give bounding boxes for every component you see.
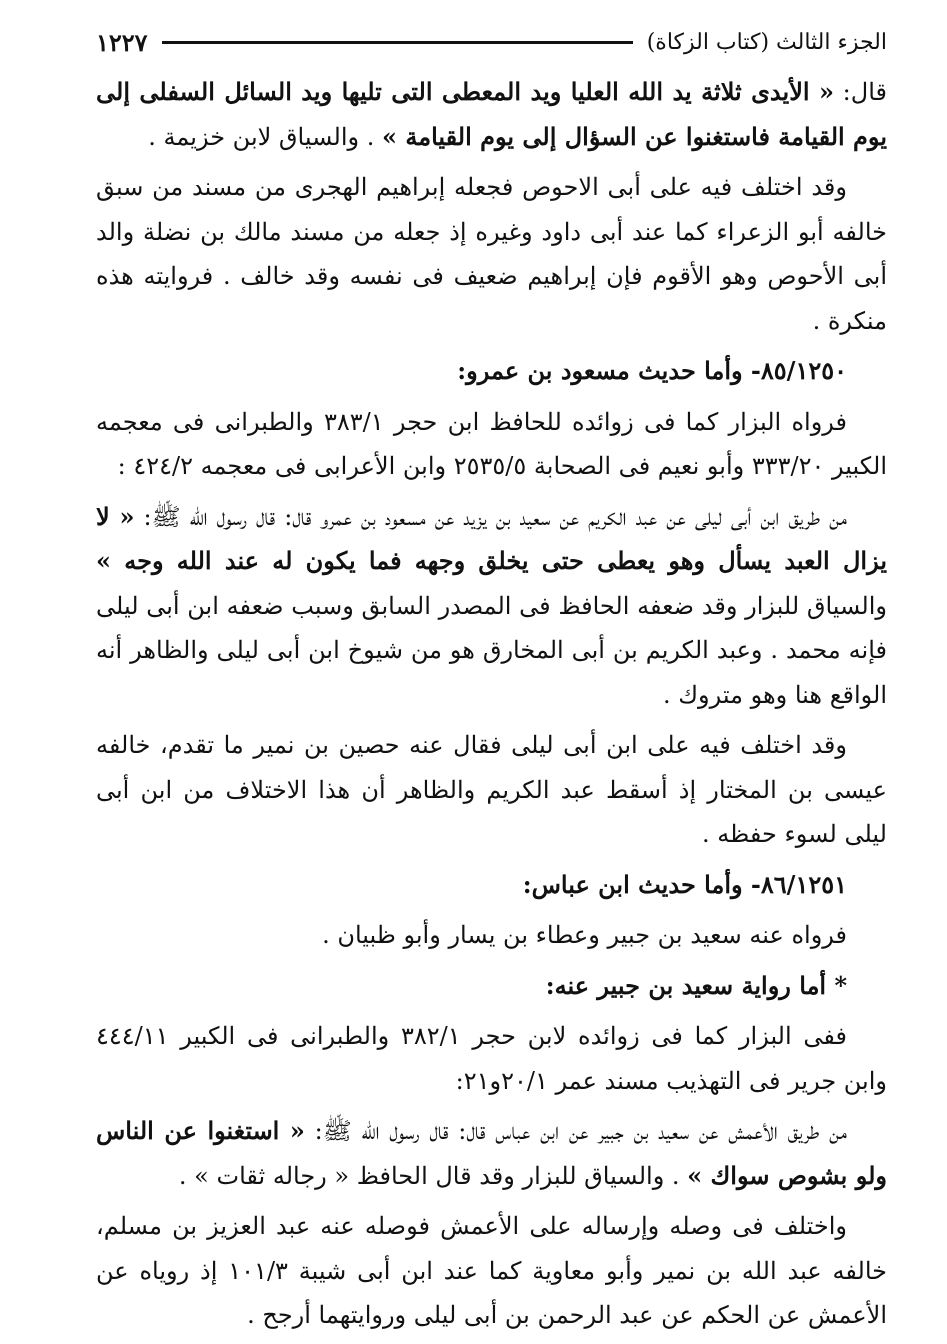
hadith-quote-2: « لا يزال العبد يسأل وهو يعطى حتى يخلق وجهه فما يكون له عند الله وجه » (96, 501, 887, 575)
paragraph-4-tail: والسياق للبزار وقد ضعفه الحافظ فى المصدر السابق وسبب ضعفه ابن أبى ليلى فإنه محمد . وعبد الكريم بن أبى المخارق هو من شيوخ ابن أبى ليلى والظاهر أنه الواقع هنا وهو متروك . (96, 591, 887, 709)
section-heading-1250: ٨٥/١٢٥٠- وأما حديث مسعود بن عمرو: (457, 356, 847, 385)
paragraph-4-lead: من طريق ابن أبى ليلى عن عبد الكريم عن سعيد بن يزيد عن مسعود بن عمرو قال: قال رسول الله ﷺ: (134, 502, 847, 531)
paragraph-1-lead: قال: (833, 78, 887, 106)
hadith-quote-3: « استغنوا عن الناس ولو بشوص سواك » (96, 1116, 887, 1190)
page-body (96, 70, 887, 1344)
paragraph-8-lead: من طريق الأعمش عن سعيد بن جبير عن ابن عباس قال: قال رسول الله ﷺ: (304, 1117, 847, 1145)
header-rule (162, 41, 633, 44)
paragraph-1 (96, 70, 887, 159)
paragraph-8 (96, 1109, 887, 1198)
paragraph-1-tail: . والسياق لابن خزيمة . (148, 122, 382, 151)
header-title: الجزء الثالث (كتاب الزكاة) (646, 29, 887, 55)
hadith-quote-1: « الأيدى ثلاثة يد الله العليا ويد المعطى التى تليها ويد السائل السفلى إلى يوم القيامة فاستغنوا عن السؤال إلى يوم القيامة » (96, 77, 887, 151)
paragraph-2: وقد اختلف فيه على أبى الاحوص فجعله إبراهيم الهجرى من مسند من سبق خالفه أبو الزعراء كما عند أبى داود وغيره إذ جعله من مسند مالك بن نضلة والد أبى الأحوص وهو الأقوم فإن إبراهيم ضعيف فى نفسه وقد خالف . فروايته هذه منكرة . (96, 173, 887, 335)
section-heading-1251: ٨٦/١٢٥١- وأما حديث ابن عباس: (522, 869, 847, 899)
running-header (96, 24, 887, 60)
paragraph-6: فرواه عنه سعيد بن جبير وعطاء بن يسار وأبو ظبيان . (322, 921, 847, 949)
paragraph-9: واختلف فى وصله وإرساله على الأعمش فوصله عنه عبد العزيز بن مسلم، خالفه عبد الله بن نمير وأبو معاوية كما عند ابن أبى شيبة ١٠١/٣ إذ روياه عن الأعمش عن الحكم عن عبد الرحمن بن أبى ليلى وروايتهما أرجح . (96, 1212, 888, 1329)
subheading-ibn-jubayr: * أما رواية سعيد بن جبير عنه: (545, 970, 847, 1000)
paragraph-5: وقد اختلف فيه على ابن أبى ليلى فقال عنه حصين بن نمير ما تقدم، خالفه عيسى بن المختار إذ أسقط عبد الكريم والظاهر أن هذا الاختلاف من ابن أبى ليلى لسوء حفظه . (96, 731, 887, 848)
paragraph-3: فرواه البزار كما فى زوائده للحافظ ابن حجر ٣٨٣/١ والطبرانى فى معجمه الكبير ٣٣٣/٢٠ وأبو نعيم فى الصحابة ٢٥٣٥/٥ وابن الأعرابى فى معجمه ٤٢٤/٢ : (96, 407, 887, 480)
page-number: ١٢٢٧ (96, 27, 148, 57)
paragraph-8-tail: . والسياق للبزار وقد قال الحافظ « رجاله ثقات » . (178, 1161, 688, 1190)
paragraph-4 (96, 495, 887, 718)
paragraph-7: ففى البزار كما فى زوائده لابن حجر ٣٨٢/١ والطبرانى فى الكبير ٤٤٤/١١ وابن جرير فى التهذيب مسند عمر ٢٠/١و٢١: (96, 1022, 887, 1095)
